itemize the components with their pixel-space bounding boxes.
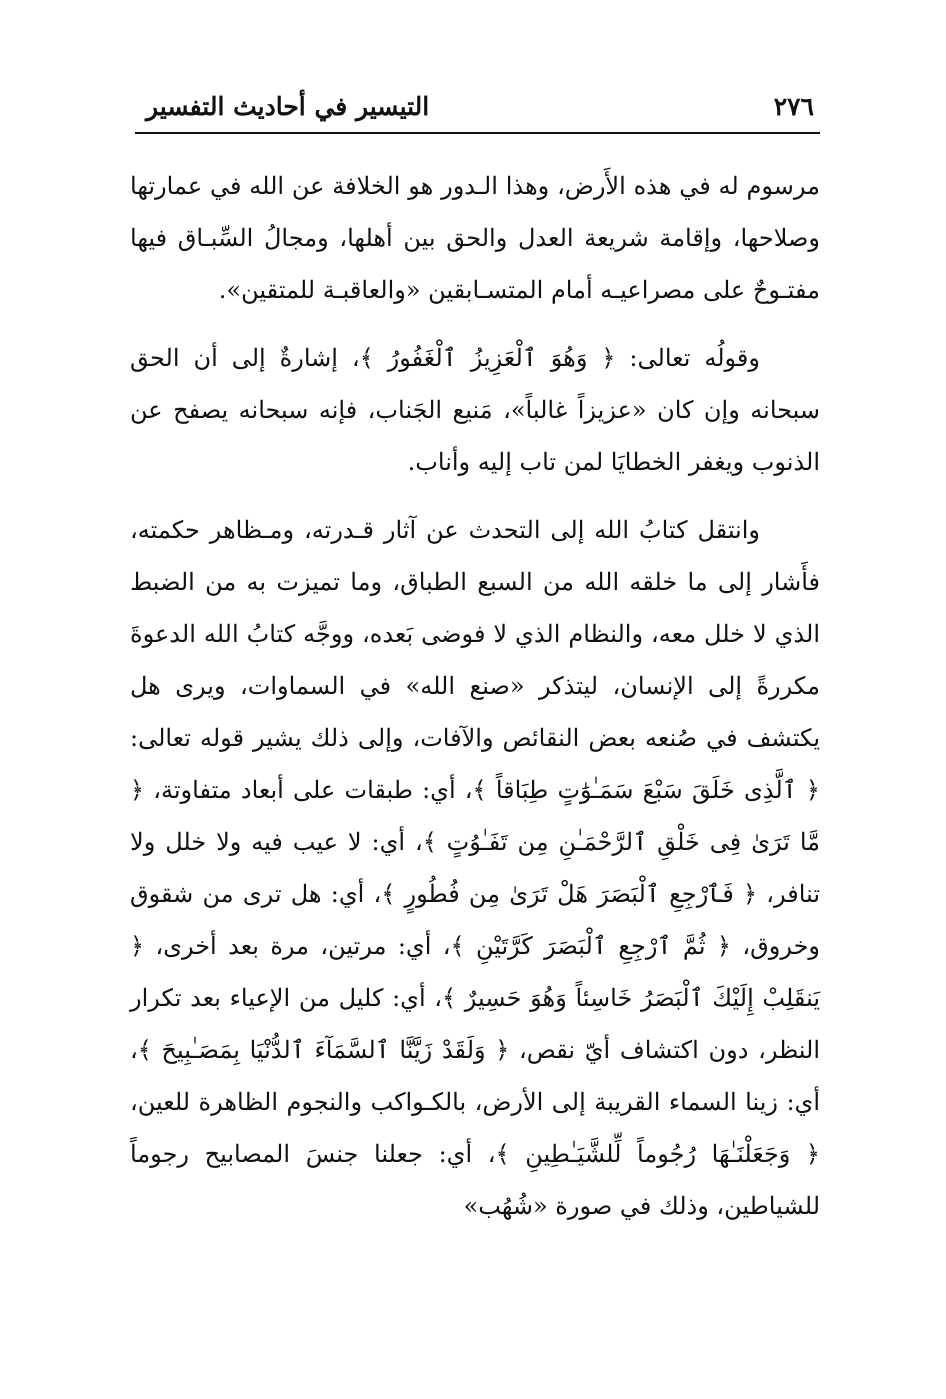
paragraph-continuation: مرسوم له في هذه الأَرض، وهذا الـدور هو الخلافة عن الله في عمارتها وصلاحها، وإقامة شريعة العدل والحق بين أهلها، ومجالُ السِّبـاق فيها مفتـوحٌ على مصراعيـه أمام المتسـابقين «والعاقبـة للمتقين».	[130, 172, 820, 304]
header-rule	[135, 132, 820, 134]
page-number: ٢٧٦	[773, 92, 814, 121]
page-header	[138, 92, 820, 134]
body-text	[130, 160, 820, 1248]
paragraph-seven-heavens: وانتقل كتابُ الله إلى التحدث عن آثار قـدرته، ومـظاهر حكمته، فأَشار إلى ما خلقه الله من السبع الطباق، وما تميزت به من الضبط الذي لا خلل معه، والنظام الذي لا فوضى بَعده، ووجَّه كتابُ الله الدعوةَ مكررةً إلى الإنسان، ليتذكر «صنع الله» في السماوات، ويرى هل يكتشف في صُنعه بعض النقائص والآفات، وإلى ذلك يشير قوله تعالى: ﴿ ٱلَّذِى خَلَقَ سَبْعَ سَمَـٰوَٰتٍ طِبَاقاً ﴾، أي: طبقات على أبعاد متفاوتة، ﴿ مَّا تَرَىٰ فِى خَلْقِ ٱلرَّحْمَـٰنِ مِن تَفَـٰوُتٍ ﴾، أي: لا عيب فيه ولا خلل ولا تنافر، ﴿ فَٱرْجِعِ ٱلْبَصَرَ هَلْ تَرَىٰ مِن فُطُورٍ ﴾، أي: هل ترى من شقوق وخروق، ﴿ ثُمَّ ٱرْجِعِ ٱلْبَصَرَ كَرَّتَيْنِ ﴾، أي: مرتين، مرة بعد أخرى، ﴿ يَنقَلِبْ إِلَيْكَ ٱلْبَصَرُ خَاسِئاً وَهُوَ حَسِيرٌ ﴾، أي: كليل من الإعياء بعد تكرار النظر، دون اكتشاف أيّ نقص، ﴿ وَلَقَدْ زَيَّنَّا ٱلسَّمَآءَ ٱلدُّنْيَا بِمَصَـٰبِيحَ ﴾، أي: زينا السماء القريبة إلى الأرض، بالكـواكب والنجوم الظاهرة للعين، ﴿ وَجَعَلْنَـٰهَا رُجُوماً لِّلشَّيَـٰطِينِ ﴾، أي: جعلنا جنسَ المصابيح رجوماً للشياطين، وذلك في صورة «شُهُب»	[130, 516, 820, 1220]
running-title: التيسير في أحاديث التفسير	[146, 92, 430, 121]
paragraph-al-aziz-al-ghafur: وقولُه تعالى: ﴿ وَهُوَ ٱلْعَزِيزُ ٱلْغَفُورُ ﴾، إشارةٌ إلى أن الحق سبحانه وإن كان «عزيزاً غالباً»، مَنيع الجَناب، فإنه سبحانه يصفح عن الذنوب ويغفر الخطايَا لمن تاب إليه وأناب.	[130, 344, 820, 476]
